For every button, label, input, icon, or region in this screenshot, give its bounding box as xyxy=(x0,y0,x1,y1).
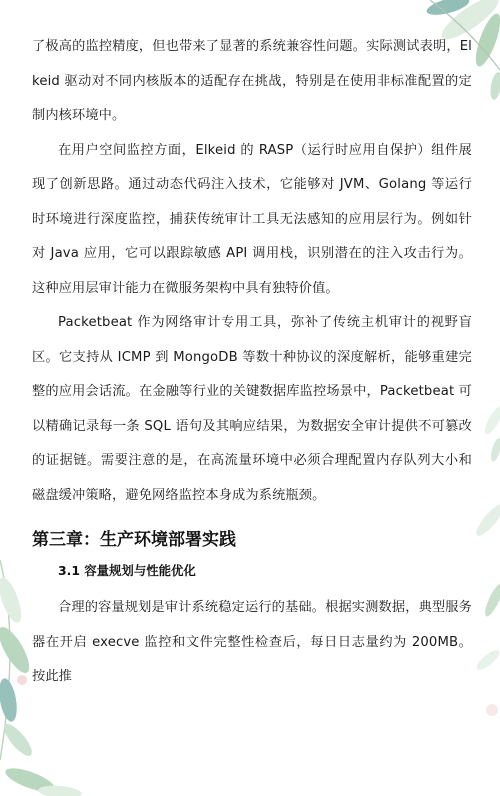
paragraph-1: 了极高的监控精度，但也带来了显著的系统兼容性问题。实际测试表明，Elkeid 驱动对不同内核版本的适配存在挑战，特别是在使用非标准配置的定制内核环境中。 xyxy=(32,39,472,123)
paragraph-4: 合理的容量规划是审计系统稳定运行的基础。根据实测数据，典型服务器在开启 execve 监控和文件完整性检查后，每日日志量约为 200MB。按此推 xyxy=(32,600,472,684)
document-body xyxy=(32,30,472,695)
leaf-decoration-right-edge-icon xyxy=(473,404,500,716)
paragraph-2: 在用户空间监控方面，Elkeid 的 RASP（运行时应用自保护）组件展现了创新思路。通过动态代码注入技术，它能够对 JVM、Golang 等运行时环境进行深度监控，捕获传统审计工具无法感知的应用层行为。例如针对 Java 应用，它可以跟踪敏感 API 调用栈，识别潜在的注入攻击行为。这种应用层审计能力在微服务架构中具有独特价值。 xyxy=(32,142,472,296)
chapter-title: 第三章：生产环境部署实践 xyxy=(32,530,236,550)
section-title: 3.1 容量规划与性能优化 xyxy=(58,563,196,578)
paragraph-3: Packetbeat 作为网络审计专用工具，弥补了传统主机审计的视野盲区。它支持从 ICMP 到 MongoDB 等数十种协议的深度解析，能够重建完整的应用会话流。在金融等行业的关键数据库监控场景中，Packetbeat 可以精确记录每一条 SQL 语句及其响应结果，为数据安全审计提供不可篡改的证据链。需要注意的是，在高流量环境中必须合理配置内存队列大小和磁盘缓冲策略，避免网络监控本身成为系统瓶颈。 xyxy=(32,315,472,503)
